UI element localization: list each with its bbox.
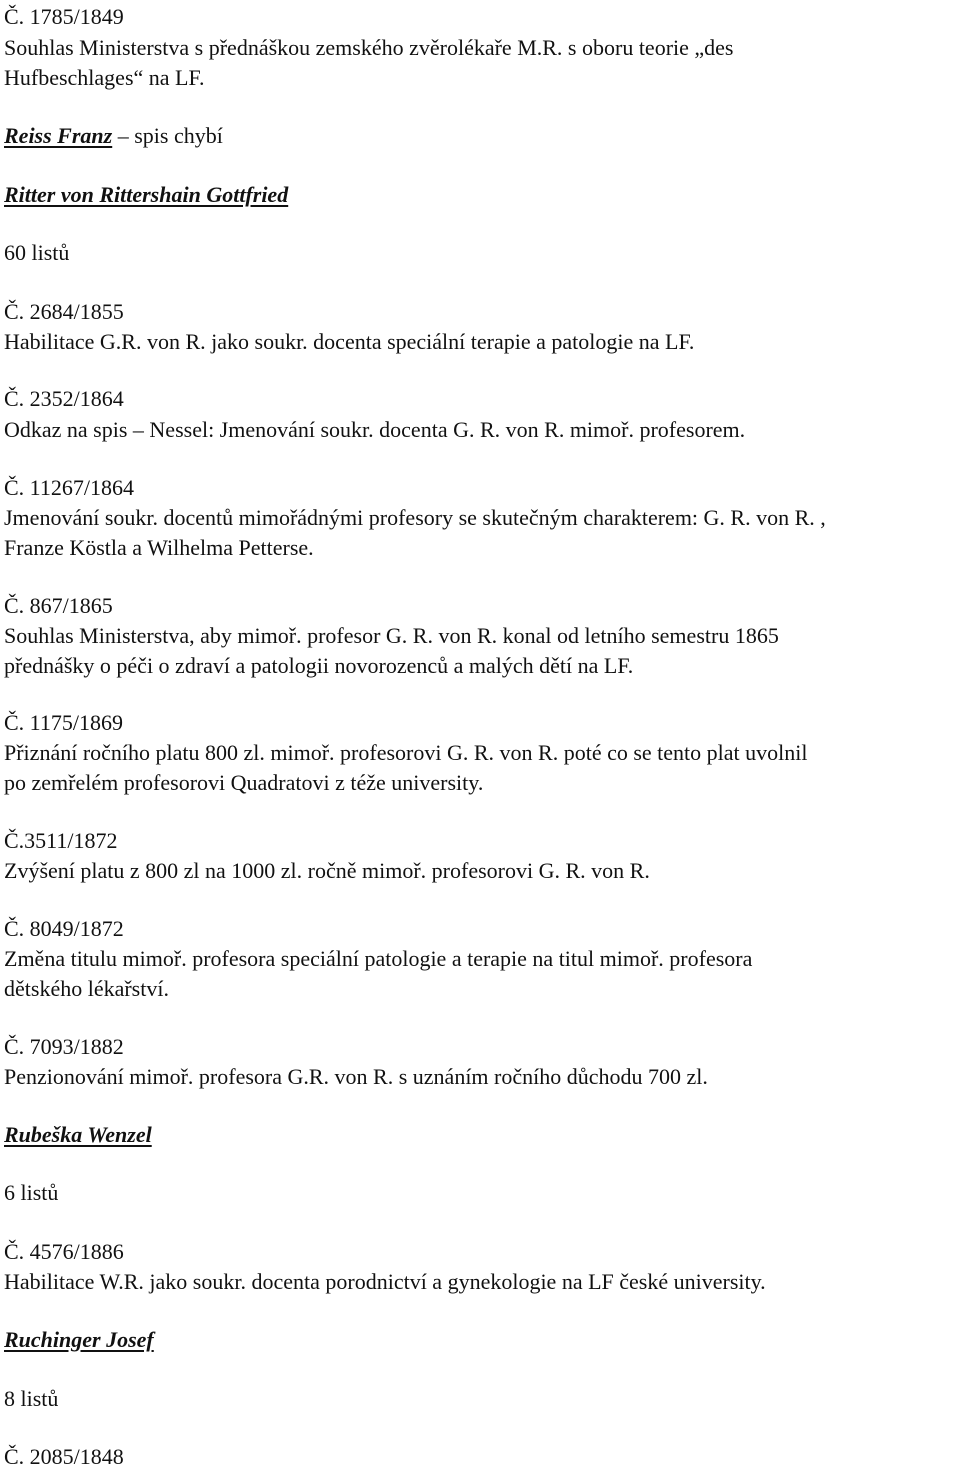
record-number: Č. 4576/1886	[4, 1239, 124, 1264]
record-text: Penzionování mimoř. profesora G.R. von R. s uznáním ročního důchodu 700 zl.	[4, 1064, 708, 1089]
record-text: Franze Köstla a Wilhelma Petterse.	[4, 535, 314, 560]
person-name: Ritter von Rittershain Gottfried	[4, 182, 289, 207]
record-number: Č. 11267/1864	[4, 475, 134, 500]
record-text: Hufbeschlages“ na LF.	[4, 65, 205, 90]
record-number: Č. 2085/1848	[4, 1444, 124, 1467]
person-entry	[4, 121, 223, 151]
record-text: Odkaz na spis – Nessel: Jmenování soukr. docenta G. R. von R. mimoř. profesorem.	[4, 417, 746, 442]
record-text: Změna titulu mimoř. profesora speciální patologie a terapie na titul mimoř. profesora	[4, 946, 753, 971]
record-text: Přiznání ročního platu 800 zl. mimoř. profesorovi G. R. von R. poté co se tento plat uvolnil	[4, 740, 808, 765]
person-name: Ruchinger Josef	[4, 1327, 154, 1352]
sheet-count: 60 listů	[4, 240, 70, 265]
record-text: po zemřelém profesorovi Quadratovi z téže university.	[4, 770, 484, 795]
record-number: Č. 1175/1869	[4, 710, 123, 735]
sheet-count: 8 listů	[4, 1386, 59, 1411]
record-number: Č. 867/1865	[4, 593, 113, 618]
record-number: Č. 2684/1855	[4, 299, 124, 324]
record-text: přednášky o péči o zdraví a patologii novorozenců a malých dětí na LF.	[4, 653, 634, 678]
record-text: Jmenování soukr. docentů mimořádnými profesory se skutečným charakterem: G. R. von R. ,	[4, 505, 826, 530]
record-number: Č. 2352/1864	[4, 386, 124, 411]
record-text: Habilitace W.R. jako soukr. docenta porodnictví a gynekologie na LF české university.	[4, 1269, 766, 1294]
record-number: Č.3511/1872	[4, 828, 118, 853]
record-number: Č. 1785/1849	[4, 4, 124, 29]
person-name: Reiss Franz	[4, 123, 113, 148]
sheet-count: 6 listů	[4, 1180, 59, 1205]
person-note: – spis chybí	[112, 123, 223, 148]
record-text: Souhlas Ministerstva s přednáškou zemského zvěrolékaře M.R. s oboru teorie „des	[4, 35, 734, 60]
record-text: dětského lékařství.	[4, 976, 169, 1001]
record-text: Habilitace G.R. von R. jako soukr. docenta speciální terapie a patologie na LF.	[4, 329, 695, 354]
person-name: Rubeška Wenzel	[4, 1122, 152, 1147]
record-number: Č. 8049/1872	[4, 916, 124, 941]
record-number: Č. 7093/1882	[4, 1034, 124, 1059]
record-text: Souhlas Ministerstva, aby mimoř. profesor G. R. von R. konal od letního semestru 1865	[4, 623, 779, 648]
record-text: Zvýšení platu z 800 zl na 1000 zl. ročně mimoř. profesorovi G. R. von R.	[4, 858, 650, 883]
